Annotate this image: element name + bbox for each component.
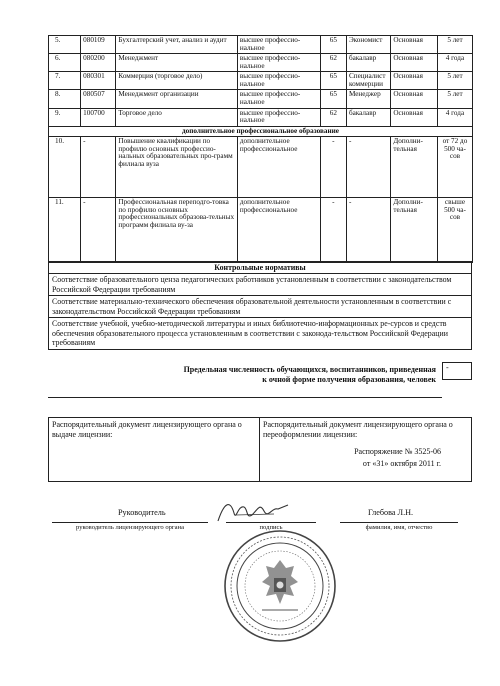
table-cell-qualification: -: [346, 198, 390, 263]
table-cell-name: Менеджмент: [116, 54, 237, 72]
table-cell-qualification: Экономист: [346, 36, 390, 54]
table-cell-num: 9.: [49, 108, 81, 126]
table-cell-num: 6.: [49, 54, 81, 72]
table-cell-term: 4 года: [437, 54, 472, 72]
table-cell-kod: 65: [320, 90, 346, 108]
official-seal-stamp: [222, 528, 338, 644]
norm-item: Соответствие материально-технического обеспечения образовательной деятельности установленным в соответствии с законодательством Российской Федерации требованиям: [49, 296, 471, 318]
table-cell-level: высшее профессио-нальное: [237, 72, 320, 90]
license-reissue-document: Распорядительный документ лицензирующего органа о переоформлении лицензии: Распоряжение № 3525-06 от «31» октября 2011 г.: [263, 420, 453, 468]
table-cell-form: Основная: [391, 108, 438, 126]
table-cell-kod: -: [320, 198, 346, 263]
table-cell-code: 080507: [81, 90, 116, 108]
table-cell-qualification: Специалист коммерции: [346, 72, 390, 90]
table-cell-form: Дополни-тельная: [391, 198, 438, 263]
table-cell-qualification: бакалавр: [346, 108, 390, 126]
table-cell-qualification: Менеджер: [346, 90, 390, 108]
table-row: [49, 90, 473, 108]
table-cell-form: Основная: [391, 54, 438, 72]
table-cell-code: -: [81, 137, 116, 198]
table-cell-level: высшее профессио-нальное: [237, 90, 320, 108]
table-cell-kod: -: [320, 137, 346, 198]
table-cell-code: -: [81, 198, 116, 263]
table-cell-level: высшее профессио-нальное: [237, 108, 320, 126]
table-cell-kod: 62: [320, 108, 346, 126]
license-documents-box: [48, 417, 472, 482]
table-cell-num: 7.: [49, 72, 81, 90]
head-name: Глебова Л.Н.: [368, 508, 414, 517]
name-caption: фамилия, имя, отчество: [340, 522, 458, 531]
table-cell-code: 080301: [81, 72, 116, 90]
table-cell-qualification: бакалавр: [346, 54, 390, 72]
table-cell-name: Повышение квалификации по профилю основных профессио-нальных образовательных про-грамм филиала вуза: [116, 137, 237, 198]
table-cell-num: 8.: [49, 90, 81, 108]
table-cell-name: Коммерция (торговое дело): [116, 72, 237, 90]
table-cell-level: дополнительное профессиональное: [237, 198, 320, 263]
table-cell-level: высшее профессио-нальное: [237, 36, 320, 54]
table-cell-name: Торговое дело: [116, 108, 237, 126]
table-cell-term: 5 лет: [437, 90, 472, 108]
table-cell-term: от 72 до 500 ча-сов: [437, 137, 472, 198]
additional-section-title: дополнительное профессиональное образование: [49, 126, 473, 137]
section-header-row: [49, 126, 473, 137]
table-cell-term: 4 года: [437, 108, 472, 126]
enrollment-limit-label: Предельная численность обучающихся, воспитанников, приведенная к очной форме получения образования, человек: [48, 362, 442, 398]
control-norms-title: Контрольные нормативы: [49, 262, 471, 274]
table-cell-code: 100700: [81, 108, 116, 126]
table-row: [49, 108, 473, 126]
table-cell-form: Основная: [391, 72, 438, 90]
role-caption: руководитель лицензирующего органа: [52, 522, 208, 531]
table-cell-term: 5 лет: [437, 72, 472, 90]
table-cell-num: 11.: [49, 198, 81, 263]
table-row: [49, 36, 473, 54]
handwritten-signature: [214, 495, 292, 529]
table-cell-qualification: -: [346, 137, 390, 198]
table-cell-level: дополнительное профессиональное: [237, 137, 320, 198]
table-row: [49, 72, 473, 90]
table-cell-name: Бухгалтерский учет, анализ и аудит: [116, 36, 237, 54]
norm-item: Соответствие образовательного ценза педагогических работников установленным в соответствии с законодательством Российской Федерации требованиям: [49, 274, 471, 296]
table-cell-name: Менеджмент организации: [116, 90, 237, 108]
table-row: [49, 137, 473, 198]
table-cell-term: свыше 500 ча-сов: [437, 198, 472, 263]
table-row: [49, 198, 473, 263]
table-row: [49, 54, 473, 72]
signature-caption: подпись: [226, 522, 316, 531]
table-cell-kod: 65: [320, 72, 346, 90]
table-cell-num: 10.: [49, 137, 81, 198]
table-cell-form: Основная: [391, 90, 438, 108]
table-cell-num: 5.: [49, 36, 81, 54]
license-issue-document: Распорядительный документ лицензирующего органа о выдаче лицензии:: [49, 418, 260, 481]
head-role: Руководитель: [118, 508, 166, 517]
norm-item: Соответствие учебной, учебно-методической литературы и иных библиотечно-информационных ре-сурсов и средств обеспечения образовательного процесса установленным в соответствии с законода-тельством Российской Федерации требованиям: [52, 319, 448, 348]
table-cell-code: 080200: [81, 54, 116, 72]
table-cell-term: 5 лет: [437, 36, 472, 54]
programs-table: [48, 35, 473, 263]
table-cell-name: Профессиональная переподго-товка по профилю основных профессиональных образова-тельных программ филиала ву-за: [116, 198, 237, 263]
enrollment-limit: [48, 362, 472, 398]
table-cell-form: Дополни-тельная: [391, 137, 438, 198]
table-cell-code: 080109: [81, 36, 116, 54]
table-cell-level: высшее профессио-нальное: [237, 54, 320, 72]
enrollment-limit-value: -: [442, 362, 472, 380]
table-cell-kod: 65: [320, 36, 346, 54]
control-norms-box: [48, 261, 472, 350]
table-cell-kod: 62: [320, 54, 346, 72]
table-cell-form: Основная: [391, 36, 438, 54]
reissue-order: Распоряжение № 3525-06 от «31» октября 2011 г.: [354, 447, 441, 468]
